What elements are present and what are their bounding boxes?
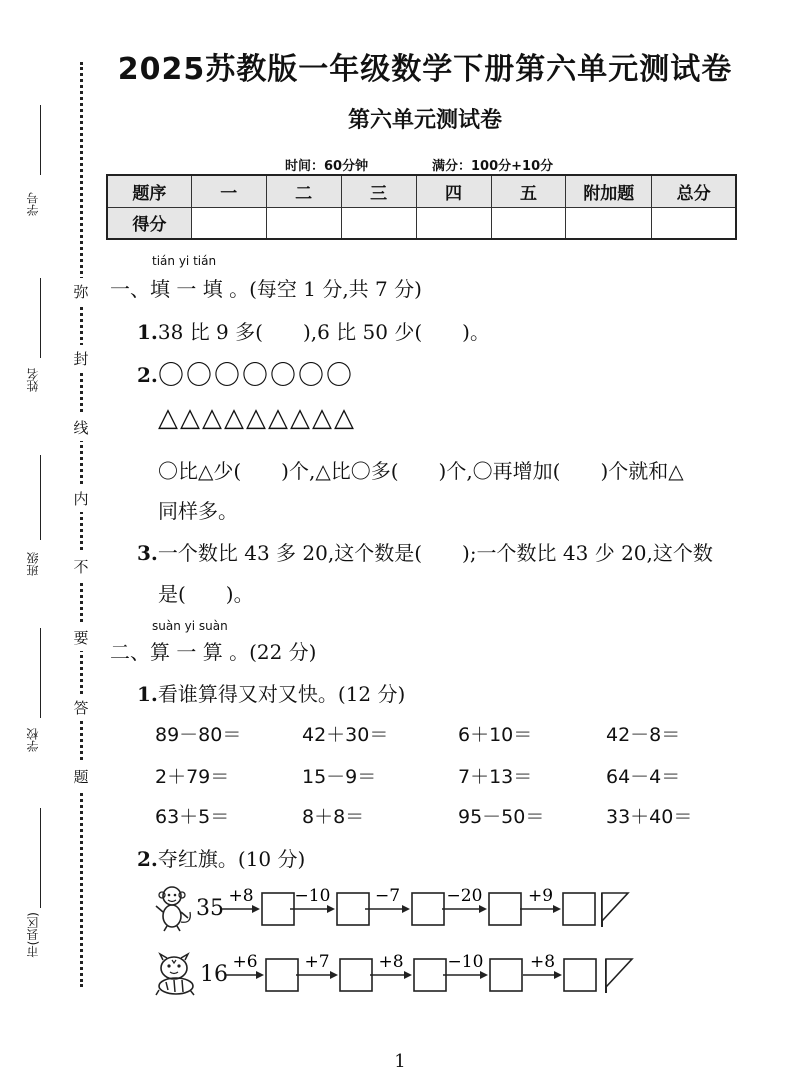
red-flag-icon	[602, 893, 628, 921]
question-1-2-line2: 同样多。	[158, 499, 238, 523]
calc-problem: 63＋5＝	[155, 806, 230, 828]
chain-operation: +6	[232, 952, 258, 972]
class-line	[40, 455, 41, 540]
question-1-1: 1.38 比 9 多( ),6 比 50 少( )。	[137, 320, 490, 344]
chain-1-start-number: 35	[196, 896, 224, 921]
seal-char: 封	[71, 345, 91, 372]
school-label: 学校	[26, 728, 40, 752]
arrow-head	[553, 905, 561, 913]
question-1-3-line2: 是( )。	[158, 582, 254, 606]
score-cell[interactable]	[191, 207, 266, 239]
calc-problem: 2＋79＝	[155, 766, 230, 788]
chain-2-start-number: 16	[200, 962, 228, 987]
question-2-2-title: 2.夺红旗。(10 分)	[137, 847, 306, 871]
answer-box[interactable]	[340, 959, 372, 991]
score-table-header-row	[107, 175, 736, 207]
city-label: 市(县区)	[26, 912, 40, 958]
score-table-header: 二	[266, 175, 341, 207]
score-table-header: 总分	[652, 175, 736, 207]
score-table-header: 三	[341, 175, 416, 207]
seal-char: 内	[71, 485, 91, 512]
calc-problem: 8＋8＝	[302, 806, 365, 828]
answer-box[interactable]	[412, 893, 444, 925]
score-cell[interactable]	[491, 207, 566, 239]
answer-box[interactable]	[262, 893, 294, 925]
score-table-header: 五	[491, 175, 566, 207]
arrow-head	[479, 905, 487, 913]
question-2-1-title: 1.看谁算得又对又快。(12 分)	[137, 682, 406, 706]
seal-char: 不	[71, 553, 91, 580]
calc-problem: 15－9＝	[302, 766, 377, 788]
page-title: 2025苏教版一年级数学下册第六单元测试卷	[117, 52, 733, 87]
answer-box[interactable]	[490, 959, 522, 991]
name-label: 姓名	[26, 368, 40, 392]
score-cell[interactable]	[416, 207, 491, 239]
seal-char: 线	[71, 414, 91, 441]
circle-row: 〇〇〇〇〇〇〇	[158, 361, 355, 391]
calc-problem: 7＋13＝	[458, 766, 533, 788]
arrow-head	[402, 905, 410, 913]
score-table-score-row	[107, 207, 736, 239]
question-1-2-line1: 〇比△少( )个,△比〇多( )个,〇再增加( )个就和△	[158, 459, 684, 483]
arrow-head	[256, 971, 264, 979]
student-id-label: 学号	[26, 192, 40, 216]
arrow-head	[330, 971, 338, 979]
chain-operation: −20	[446, 886, 483, 906]
question-1-3-line1: 3.一个数比 43 多 20,这个数是( );一个数比 43 少 20,这个数	[137, 541, 713, 565]
chain-operation: −10	[294, 886, 331, 906]
name-line	[40, 278, 41, 358]
chain-operation: +7	[304, 952, 330, 972]
answer-box[interactable]	[266, 959, 298, 991]
arrow-head	[404, 971, 412, 979]
arrow-head	[554, 971, 562, 979]
answer-box[interactable]	[337, 893, 369, 925]
calc-problem: 33＋40＝	[606, 806, 693, 828]
score-table-header: 附加题	[566, 175, 652, 207]
chain-operation: +9	[527, 886, 554, 906]
arrow-head	[252, 905, 260, 913]
answer-box[interactable]	[564, 959, 596, 991]
answer-box[interactable]	[563, 893, 595, 925]
binding-dotted-line	[80, 62, 83, 987]
calc-problem: 42－8＝	[606, 724, 681, 746]
school-line	[40, 628, 41, 718]
score-row-label: 得分	[107, 207, 191, 239]
student-id-line	[40, 105, 41, 175]
calc-problem: 95－50＝	[458, 806, 545, 828]
seal-char: 答	[71, 694, 91, 721]
page-subtitle: 第六单元测试卷	[347, 108, 502, 133]
question-1-2-number: 2.	[137, 363, 158, 387]
calc-problem: 64－4＝	[606, 766, 681, 788]
time-limit: 时间：60分钟	[285, 159, 369, 174]
seal-char: 要	[71, 624, 91, 651]
section2-title: 二、算 一 算 。(22 分)	[110, 640, 317, 664]
chain-operation: −10	[447, 952, 484, 972]
class-label: 班级	[26, 552, 40, 576]
chain-2	[150, 944, 640, 1014]
answer-box[interactable]	[414, 959, 446, 991]
red-flag-icon	[606, 959, 632, 987]
score-cell[interactable]	[652, 207, 736, 239]
seal-char: 弥	[71, 278, 91, 305]
city-line	[40, 808, 41, 908]
chain-operation: +8	[378, 952, 404, 972]
section1-title: 一、填 一 填 。(每空 1 分,共 7 分)	[110, 277, 422, 301]
chain-operation: −7	[374, 886, 401, 906]
calc-problem: 89－80＝	[155, 724, 242, 746]
full-score: 满分：100分+10分	[432, 159, 554, 174]
calc-problem: 6＋10＝	[458, 724, 533, 746]
section1-pinyin: tián yi tián	[152, 254, 217, 268]
seal-char: 题	[71, 763, 91, 790]
answer-box[interactable]	[489, 893, 521, 925]
score-table-header: 四	[416, 175, 491, 207]
triangle-row: △△△△△△△△△	[158, 403, 356, 433]
score-cell[interactable]	[341, 207, 416, 239]
chain-operation: +8	[529, 952, 556, 972]
page-number: 1	[394, 1051, 406, 1072]
score-cell[interactable]	[566, 207, 652, 239]
section2-pinyin: suàn yi suàn	[152, 619, 228, 633]
score-table-header: 题序	[107, 175, 191, 207]
arrow-head	[327, 905, 335, 913]
arrow-head	[480, 971, 488, 979]
score-cell[interactable]	[266, 207, 341, 239]
chain-1	[150, 878, 640, 948]
score-table	[106, 174, 737, 240]
chain-operation: +8	[228, 886, 254, 906]
score-table-header: 一	[191, 175, 266, 207]
calc-problem: 42＋30＝	[302, 724, 389, 746]
